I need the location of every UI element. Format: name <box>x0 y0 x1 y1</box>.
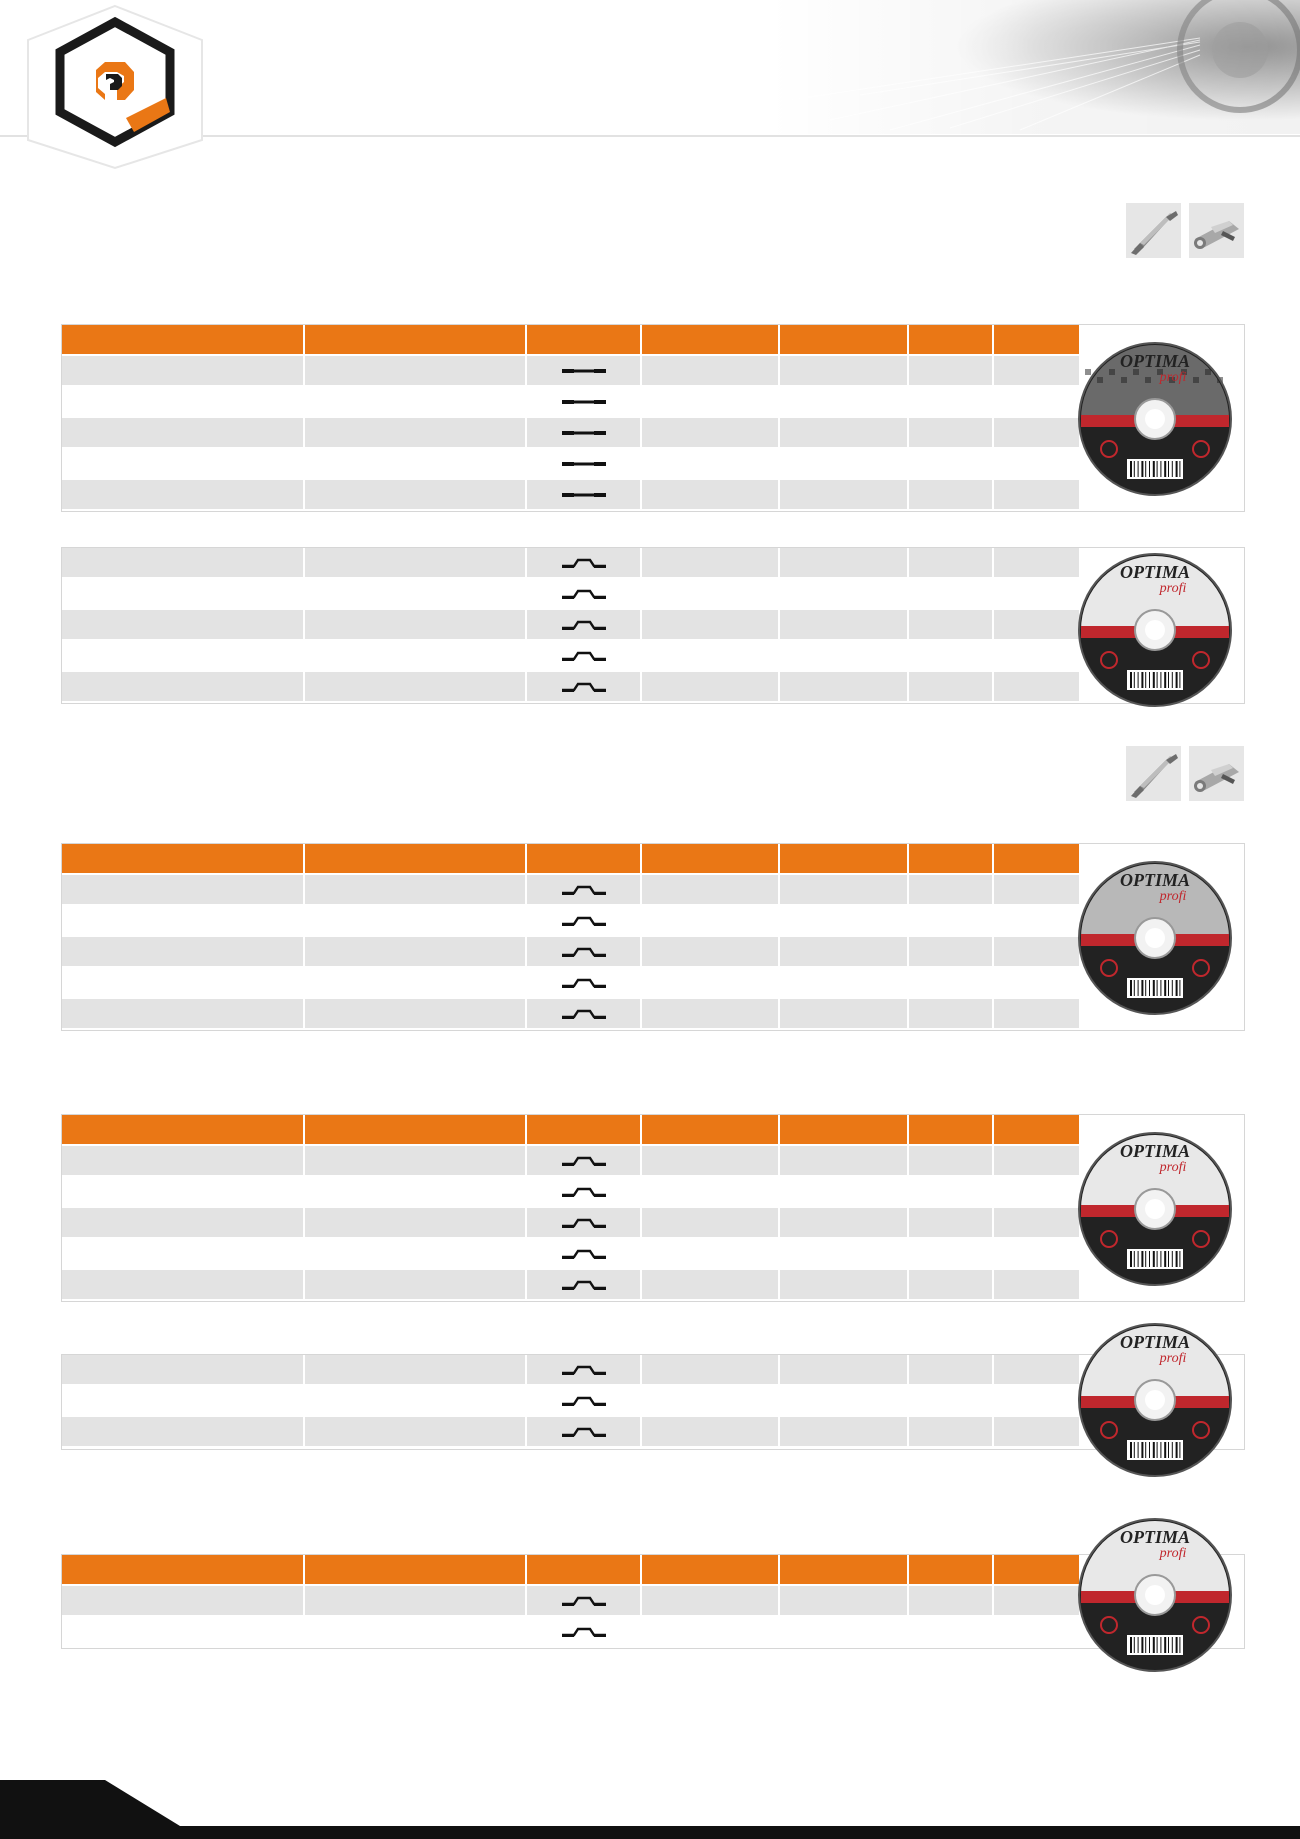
flat-disc-profile-icon <box>560 457 608 471</box>
table-header-cell <box>642 1555 780 1586</box>
table-row <box>62 906 1081 937</box>
disc-sub-label: profi <box>1159 1546 1187 1561</box>
table-cell <box>527 1239 642 1270</box>
material-icons-group <box>1126 203 1244 258</box>
spec-table <box>62 1115 1081 1301</box>
table-cell <box>527 1146 642 1177</box>
disc-sub-label: profi <box>1159 370 1187 385</box>
table-row <box>62 1177 1081 1208</box>
table-header-cell <box>994 1555 1081 1586</box>
table-cell <box>305 1386 527 1417</box>
table-cell <box>994 999 1081 1030</box>
disc-sub-label: profi <box>1159 1351 1187 1366</box>
table-cell <box>780 579 909 610</box>
table-cell <box>305 1208 527 1239</box>
table-cell <box>305 1270 527 1301</box>
table-cell <box>527 672 642 703</box>
product-table-section <box>61 843 1245 1031</box>
disc-brand-label: OPTIMA <box>1119 870 1191 890</box>
table-header-cell <box>62 844 305 875</box>
table-header-cell <box>305 1115 527 1146</box>
table-header-cell <box>909 1555 994 1586</box>
table-row <box>62 1146 1081 1177</box>
table-cell <box>305 1239 527 1270</box>
table-cell <box>527 641 642 672</box>
table-cell <box>994 1270 1081 1301</box>
table-cell <box>780 1586 909 1617</box>
table-cell <box>780 906 909 937</box>
table-cell <box>642 906 780 937</box>
depressed-centre-disc-profile-icon <box>560 945 608 959</box>
table-cell <box>780 1239 909 1270</box>
table-cell <box>780 548 909 579</box>
table-cell <box>642 449 780 480</box>
table-cell <box>909 1355 994 1386</box>
table-cell <box>994 387 1081 418</box>
table-cell <box>305 641 527 672</box>
table-cell <box>994 480 1081 511</box>
depressed-centre-disc-profile-icon <box>560 976 608 990</box>
disc-sub-label: profi <box>1159 581 1187 596</box>
table-cell <box>994 1146 1081 1177</box>
product-table-section <box>61 324 1245 512</box>
cutting-disc-product-image <box>1075 339 1235 499</box>
table-cell <box>909 418 994 449</box>
table-row <box>62 356 1081 387</box>
spec-table <box>62 325 1081 511</box>
depressed-centre-disc-profile-icon <box>560 1185 608 1199</box>
table-cell <box>994 1617 1081 1648</box>
table-cell <box>642 1417 780 1448</box>
table-header-cell <box>780 1555 909 1586</box>
table-cell <box>909 1417 994 1448</box>
table-cell <box>909 480 994 511</box>
depressed-centre-disc-profile-icon <box>560 618 608 632</box>
table-cell <box>62 480 305 511</box>
table-cell <box>642 480 780 511</box>
table-cell <box>780 641 909 672</box>
table-cell <box>527 875 642 906</box>
table-cell <box>994 937 1081 968</box>
table-cell <box>642 418 780 449</box>
table-cell <box>909 356 994 387</box>
table-cell <box>305 387 527 418</box>
table-cell <box>642 968 780 999</box>
table-cell <box>305 672 527 703</box>
table-cell <box>780 387 909 418</box>
depressed-centre-disc-profile-icon <box>560 1154 608 1168</box>
cutting-disc-product-image <box>1075 1515 1235 1675</box>
disc-brand-label: OPTIMA <box>1119 351 1191 371</box>
table-row <box>62 937 1081 968</box>
disc-sub-label: profi <box>1159 889 1187 904</box>
table-cell <box>994 1417 1081 1448</box>
table-cell <box>527 1355 642 1386</box>
table-cell <box>527 1586 642 1617</box>
table-cell <box>780 418 909 449</box>
table-cell <box>62 1208 305 1239</box>
table-cell <box>909 1386 994 1417</box>
depressed-centre-disc-profile-icon <box>560 1394 608 1408</box>
table-cell <box>305 937 527 968</box>
table-cell <box>994 1239 1081 1270</box>
table-cell <box>909 1617 994 1648</box>
table-cell <box>909 875 994 906</box>
table-cell <box>909 1239 994 1270</box>
table-cell <box>305 1177 527 1208</box>
table-header-cell <box>62 1555 305 1586</box>
table-cell <box>994 1386 1081 1417</box>
table-cell <box>527 548 642 579</box>
table-cell <box>780 875 909 906</box>
table-header-cell <box>305 325 527 356</box>
table-row <box>62 875 1081 906</box>
disc-brand-label: OPTIMA <box>1119 562 1191 582</box>
table-cell <box>994 1177 1081 1208</box>
table-cell <box>909 1146 994 1177</box>
table-cell <box>527 579 642 610</box>
table-row <box>62 1617 1081 1648</box>
table-row <box>62 480 1081 511</box>
table-cell <box>527 937 642 968</box>
table-row <box>62 387 1081 418</box>
depressed-centre-disc-profile-icon <box>560 556 608 570</box>
table-row <box>62 968 1081 999</box>
table-cell <box>62 906 305 937</box>
table-cell <box>780 1146 909 1177</box>
table-cell <box>62 387 305 418</box>
table-header-cell <box>62 325 305 356</box>
flat-disc-profile-icon <box>560 364 608 378</box>
depressed-centre-disc-profile-icon <box>560 587 608 601</box>
table-cell <box>527 1208 642 1239</box>
table-row <box>62 548 1081 579</box>
table-header-cell <box>62 1115 305 1146</box>
table-row <box>62 449 1081 480</box>
table-cell <box>527 449 642 480</box>
product-table-section <box>61 1114 1245 1302</box>
table-cell <box>527 1417 642 1448</box>
table-cell <box>994 1208 1081 1239</box>
table-cell <box>994 672 1081 703</box>
table-row <box>62 641 1081 672</box>
table-cell <box>62 449 305 480</box>
table-header-cell <box>527 1115 642 1146</box>
table-cell <box>527 610 642 641</box>
table-cell <box>780 1208 909 1239</box>
spec-table <box>62 548 1081 703</box>
table-cell <box>642 387 780 418</box>
table-cell <box>642 875 780 906</box>
table-cell <box>642 672 780 703</box>
table-cell <box>62 672 305 703</box>
product-table-section <box>61 1527 1245 1649</box>
table-cell <box>305 906 527 937</box>
table-cell <box>780 1270 909 1301</box>
depressed-centre-disc-profile-icon <box>560 1007 608 1021</box>
table-header-cell <box>527 325 642 356</box>
table-cell <box>305 1586 527 1617</box>
depressed-centre-disc-profile-icon <box>560 680 608 694</box>
table-row <box>62 1386 1081 1417</box>
disc-sub-label: profi <box>1159 1160 1187 1175</box>
table-cell <box>994 610 1081 641</box>
table-header-row <box>62 1555 1081 1586</box>
table-cell <box>909 968 994 999</box>
cutting-disc-product-image <box>1075 550 1235 710</box>
table-cell <box>62 1146 305 1177</box>
table-cell <box>642 1177 780 1208</box>
table-cell <box>62 1270 305 1301</box>
table-cell <box>62 610 305 641</box>
table-cell <box>780 449 909 480</box>
table-cell <box>780 937 909 968</box>
cutting-disc-product-image <box>1075 1129 1235 1289</box>
table-cell <box>305 449 527 480</box>
table-cell <box>909 641 994 672</box>
table-row <box>62 1208 1081 1239</box>
table-header-cell <box>642 844 780 875</box>
table-cell <box>642 1355 780 1386</box>
table-cell <box>642 1239 780 1270</box>
table-cell <box>305 548 527 579</box>
table-header-cell <box>305 1555 527 1586</box>
table-row <box>62 999 1081 1030</box>
table-cell <box>994 356 1081 387</box>
table-header-cell <box>527 844 642 875</box>
table-cell <box>994 1355 1081 1386</box>
table-cell <box>642 1208 780 1239</box>
hexagon-logo-icon <box>22 0 208 170</box>
table-cell <box>62 1417 305 1448</box>
table-header-cell <box>642 325 780 356</box>
flat-disc-profile-icon <box>560 488 608 502</box>
table-header-cell <box>780 844 909 875</box>
table-cell <box>527 480 642 511</box>
table-row <box>62 1355 1081 1386</box>
table-cell <box>780 672 909 703</box>
table-header-cell <box>527 1555 642 1586</box>
table-cell <box>305 1617 527 1648</box>
table-cell <box>305 875 527 906</box>
table-row <box>62 1270 1081 1301</box>
table-cell <box>305 999 527 1030</box>
depressed-centre-disc-profile-icon <box>560 1594 608 1608</box>
table-cell <box>62 1177 305 1208</box>
table-cell <box>62 356 305 387</box>
table-cell <box>642 579 780 610</box>
steel-pipe-icon <box>1189 203 1244 258</box>
table-cell <box>305 968 527 999</box>
table-cell <box>62 548 305 579</box>
table-cell <box>909 449 994 480</box>
disc-brand-label: OPTIMA <box>1119 1141 1191 1161</box>
table-cell <box>642 999 780 1030</box>
table-header-cell <box>780 1115 909 1146</box>
table-cell <box>909 906 994 937</box>
table-cell <box>305 1146 527 1177</box>
product-table-section <box>61 1332 1245 1450</box>
table-cell <box>780 1617 909 1648</box>
table-cell <box>62 1355 305 1386</box>
table-header-row <box>62 1115 1081 1146</box>
table-cell <box>642 610 780 641</box>
table-cell <box>305 480 527 511</box>
table-cell <box>642 1586 780 1617</box>
flat-disc-profile-icon <box>560 395 608 409</box>
table-cell <box>909 1586 994 1617</box>
table-cell <box>305 579 527 610</box>
table-cell <box>780 610 909 641</box>
steel-beam-icon <box>1126 746 1181 801</box>
table-cell <box>527 906 642 937</box>
table-cell <box>527 356 642 387</box>
table-cell <box>62 1386 305 1417</box>
table-cell <box>642 548 780 579</box>
table-cell <box>642 937 780 968</box>
table-row <box>62 672 1081 703</box>
table-header-cell <box>780 325 909 356</box>
table-cell <box>62 875 305 906</box>
cutting-disc-product-image <box>1075 858 1235 1018</box>
table-cell <box>642 1146 780 1177</box>
table-cell <box>780 1386 909 1417</box>
table-header-cell <box>994 1115 1081 1146</box>
table-cell <box>62 1586 305 1617</box>
table-row <box>62 418 1081 449</box>
table-cell <box>994 1586 1081 1617</box>
table-cell <box>527 387 642 418</box>
table-row <box>62 1586 1081 1617</box>
table-cell <box>642 641 780 672</box>
table-cell <box>994 875 1081 906</box>
table-cell <box>909 548 994 579</box>
spec-table <box>62 1555 1081 1648</box>
table-header-cell <box>909 1115 994 1146</box>
table-cell <box>909 1270 994 1301</box>
table-cell <box>780 1417 909 1448</box>
table-cell <box>780 968 909 999</box>
table-cell <box>780 480 909 511</box>
cutting-disc-product-image <box>1075 1320 1235 1480</box>
table-cell <box>527 968 642 999</box>
depressed-centre-disc-profile-icon <box>560 1425 608 1439</box>
table-cell <box>909 610 994 641</box>
table-cell <box>62 641 305 672</box>
depressed-centre-disc-profile-icon <box>560 1247 608 1261</box>
table-cell <box>62 937 305 968</box>
depressed-centre-disc-profile-icon <box>560 1216 608 1230</box>
table-header-cell <box>642 1115 780 1146</box>
table-header-row <box>62 844 1081 875</box>
table-cell <box>62 968 305 999</box>
table-header-cell <box>994 325 1081 356</box>
table-row <box>62 1417 1081 1448</box>
table-cell <box>909 1177 994 1208</box>
steel-pipe-icon <box>1189 746 1244 801</box>
table-row <box>62 579 1081 610</box>
table-header-cell <box>994 844 1081 875</box>
table-cell <box>642 356 780 387</box>
depressed-centre-disc-profile-icon <box>560 649 608 663</box>
table-cell <box>62 418 305 449</box>
table-header-cell <box>909 325 994 356</box>
table-cell <box>62 579 305 610</box>
table-cell <box>780 356 909 387</box>
depressed-centre-disc-profile-icon <box>560 1625 608 1639</box>
depressed-centre-disc-profile-icon <box>560 883 608 897</box>
material-icons-group <box>1126 746 1244 801</box>
table-cell <box>909 999 994 1030</box>
table-cell <box>994 579 1081 610</box>
table-cell <box>642 1270 780 1301</box>
table-cell <box>62 999 305 1030</box>
table-row <box>62 610 1081 641</box>
table-cell <box>909 387 994 418</box>
spec-table <box>62 844 1081 1030</box>
table-cell <box>62 1617 305 1648</box>
table-cell <box>527 1270 642 1301</box>
table-cell <box>994 641 1081 672</box>
depressed-centre-disc-profile-icon <box>560 1278 608 1292</box>
table-cell <box>994 548 1081 579</box>
table-cell <box>527 418 642 449</box>
table-cell <box>909 672 994 703</box>
table-cell <box>909 937 994 968</box>
table-cell <box>305 418 527 449</box>
disc-brand-label: OPTIMA <box>1119 1527 1191 1547</box>
table-cell <box>527 1617 642 1648</box>
spec-table <box>62 1355 1081 1448</box>
table-cell <box>780 1177 909 1208</box>
table-cell <box>527 1386 642 1417</box>
depressed-centre-disc-profile-icon <box>560 1363 608 1377</box>
footer-bar <box>0 1826 1300 1839</box>
table-cell <box>305 1417 527 1448</box>
table-cell <box>642 1386 780 1417</box>
table-cell <box>909 579 994 610</box>
table-cell <box>305 356 527 387</box>
table-cell <box>909 1208 994 1239</box>
table-cell <box>994 418 1081 449</box>
angle-grinder-sparks-photo <box>770 0 1300 134</box>
table-cell <box>780 1355 909 1386</box>
steel-beam-icon <box>1126 203 1181 258</box>
table-cell <box>780 999 909 1030</box>
table-cell <box>994 968 1081 999</box>
table-cell <box>62 1239 305 1270</box>
depressed-centre-disc-profile-icon <box>560 914 608 928</box>
table-row <box>62 1239 1081 1270</box>
table-cell <box>642 1617 780 1648</box>
product-table-section <box>61 547 1245 704</box>
table-header-cell <box>305 844 527 875</box>
table-cell <box>527 1177 642 1208</box>
table-cell <box>994 906 1081 937</box>
table-cell <box>305 1355 527 1386</box>
table-header-row <box>62 325 1081 356</box>
table-cell <box>305 610 527 641</box>
flat-disc-profile-icon <box>560 426 608 440</box>
disc-brand-label: OPTIMA <box>1119 1332 1191 1352</box>
table-cell <box>994 449 1081 480</box>
table-header-cell <box>909 844 994 875</box>
table-cell <box>527 999 642 1030</box>
